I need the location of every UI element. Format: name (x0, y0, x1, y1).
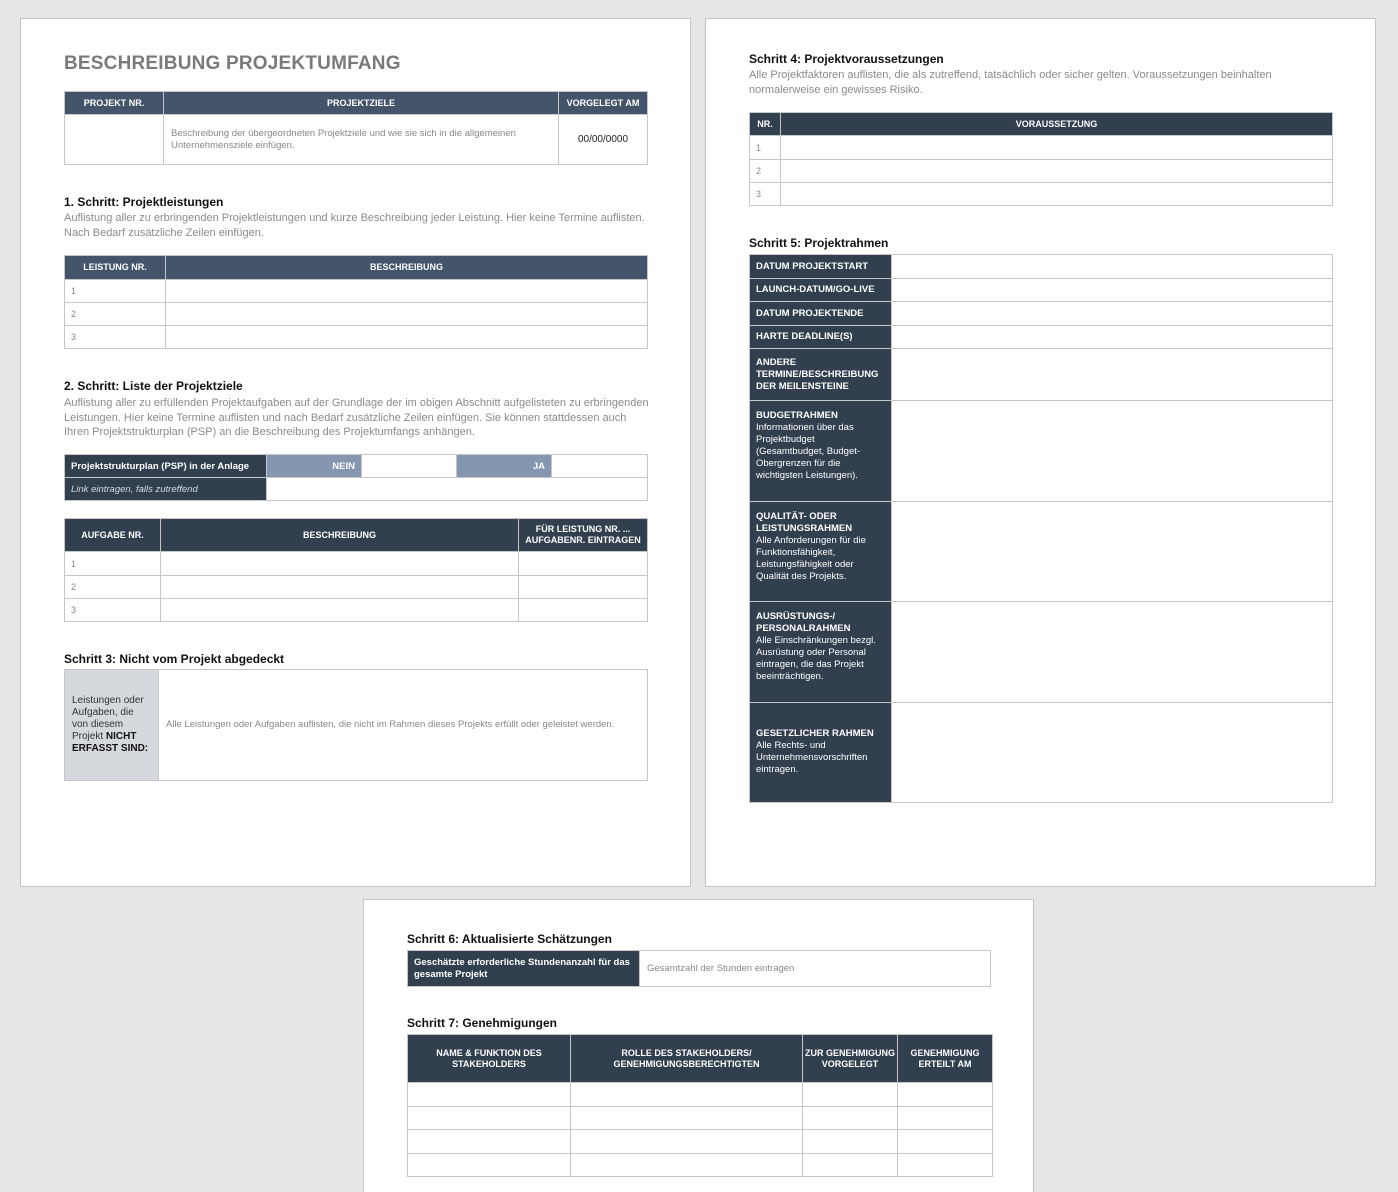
frame-row-legal: GESETZLICHER RAHMEN Alle Rechts- und Unternehmensvorschriften eintragen. (750, 703, 1333, 803)
psp-no-checkbox[interactable] (362, 455, 457, 478)
frame-row-budget: BUDGETRAHMEN Informationen über das Projektbudget (Gesamtbudget, Budget-Obergrenzen für die wichtigsten Leistungen). (750, 401, 1333, 502)
step4-description: Alle Projektfaktoren auflisten, die als zutreffend, tatsächlich oder sicher gelten. Voraussetzungen beinhalten normalerweise ein gewisses Risiko. (749, 69, 1272, 96)
col-project-nr: PROJEKT NR. (65, 92, 164, 115)
deliverables-table (64, 255, 648, 349)
psp-no-option: NEIN (267, 455, 362, 478)
frame-row-quality: QUALITÄT- ODER LEISTUNGSRAHMEN Alle Anforderungen für die Funktionsfähigkeit, Leistungsfähigkeit oder Qualität des Projekts. (750, 502, 1333, 602)
table-row: 2 (65, 576, 648, 599)
psp-link-label: Link eintragen, falls zutreffend (65, 478, 267, 501)
table-row: 1 (65, 280, 648, 303)
table-row: 1 (750, 136, 1333, 160)
table-row (408, 1107, 993, 1130)
col-stakeholder-role: ROLLE DES STAKEHOLDERS/ GENEHMIGUNGSBERECHTIGTEN (571, 1035, 803, 1083)
psp-yes-option: JA (457, 455, 552, 478)
table-row (408, 1083, 993, 1107)
document-page-3 (363, 899, 1034, 1192)
psp-link-input[interactable] (267, 478, 648, 501)
tasks-table (64, 518, 648, 622)
project-frame-table (749, 254, 1333, 803)
document-page-2 (705, 18, 1376, 887)
col-submitted-on: VORGELEGT AM (559, 92, 648, 115)
not-covered-label: Leistungen oder Aufgaben, die von diesem Projekt NICHT ERFASST SIND: (65, 670, 159, 781)
frame-row-milestones: ANDERE TERMINE/BESCHREIBUNG DER MEILENSTEINE (750, 349, 1333, 401)
step2-heading: 2. Schritt: Liste der Projektziele (64, 379, 243, 393)
project-nr-cell[interactable] (65, 115, 164, 165)
step1-description: Auflistung aller zu erbringenden Projektleistungen und kurze Beschreibung jeder Leistung. Hier keine Termine auflisten. Nach Bedarf zusätzliche Zeilen einfügen. (64, 212, 645, 239)
col-task-nr: AUFGABE NR. (65, 519, 161, 552)
project-header-table (64, 91, 648, 165)
submitted-date-cell[interactable]: 00/00/0000 (559, 115, 648, 165)
frame-row-start-date: DATUM PROJEKTSTART (750, 255, 1333, 279)
document-title: BESCHREIBUNG PROJEKTUMFANG (64, 53, 401, 74)
assumptions-table (749, 112, 1333, 206)
estimated-hours-input[interactable]: Gesamtzahl der Stunden eintragen (640, 951, 991, 987)
step3-heading: Schritt 3: Nicht vom Projekt abgedeckt (64, 652, 285, 666)
psp-label: Projektstrukturplan (PSP) in der Anlage (65, 455, 267, 478)
table-row: 1 (65, 552, 648, 576)
table-row: 2 (750, 160, 1333, 183)
not-covered-table (64, 669, 648, 781)
step2-description: Auflistung aller zu erfüllenden Projektaufgaben auf der Grundlage der im obigen Abschnitt aufgelisteten zu erbringenden Leistungen. Hier keine Termine auflisten und nach Bedarf zusätzliche Zeilen einfügen. Sie können stattdessen auch Ihren Projektstrukturplan (PSP) an die Beschreibung des Projektumfangs anhängen. (64, 397, 649, 438)
table-row (408, 1130, 993, 1154)
col-submitted-for-approval: ZUR GENEHMIGUNG VORGELEGT (803, 1035, 898, 1083)
approvals-table (407, 1034, 993, 1177)
table-row: 3 (65, 326, 648, 349)
project-goals-cell[interactable]: Beschreibung der übergeordneten Projektziele und wie sie sich in die allgemeinen Unternehmensziele einfügen. (164, 115, 559, 165)
table-row: 2 (65, 303, 648, 326)
step4-heading: Schritt 4: Projektvoraussetzungen (749, 52, 944, 66)
document-page-1 (20, 18, 691, 887)
step7-heading: Schritt 7: Genehmigungen (407, 1016, 558, 1030)
col-description: BESCHREIBUNG (166, 256, 648, 280)
col-assumption: VORAUSSETZUNG (781, 113, 1333, 136)
col-stakeholder-name: NAME & FUNKTION DES STAKEHOLDERS (408, 1035, 571, 1083)
psp-yes-checkbox[interactable] (552, 455, 648, 478)
col-task-description: BESCHREIBUNG (161, 519, 519, 552)
table-row (408, 1154, 993, 1177)
col-approved-on: GENEHMIGUNG ERTEILT AM (898, 1035, 993, 1083)
col-nr: NR. (750, 113, 781, 136)
not-covered-input[interactable]: Alle Leistungen oder Aufgaben auflisten, die nicht im Rahmen dieses Projekts erfüllt oder geleistet werden. (159, 670, 648, 781)
step6-heading: Schritt 6: Aktualisierte Schätzungen (407, 932, 612, 946)
step1-heading: 1. Schritt: Projektleistungen (64, 195, 224, 209)
estimates-table (407, 950, 991, 987)
frame-row-launch-date: LAUNCH-DATUM/GO-LIVE (750, 279, 1333, 302)
frame-row-end-date: DATUM PROJEKTENDE (750, 302, 1333, 326)
estimated-hours-label: Geschätzte erforderliche Stundenanzahl für das gesamte Projekt (408, 951, 640, 987)
col-for-deliverable: FÜR LEISTUNG NR. ... AUFGABENR. EINTRAGEN (519, 519, 648, 552)
col-deliverable-nr: LEISTUNG NR. (65, 256, 166, 280)
frame-row-resources: AUSRÜSTUNGS-/ PERSONALRAHMEN Alle Einschränkungen bezgl. Ausrüstung oder Personal eintragen, die das Projekt beeinträchtigen. (750, 602, 1333, 703)
psp-table (64, 454, 648, 501)
step5-heading: Schritt 5: Projektrahmen (749, 236, 889, 250)
col-project-goals: PROJEKTZIELE (164, 92, 559, 115)
frame-row-deadlines: HARTE DEADLINE(S) (750, 326, 1333, 349)
table-row: 3 (750, 183, 1333, 206)
table-row: 3 (65, 599, 648, 622)
